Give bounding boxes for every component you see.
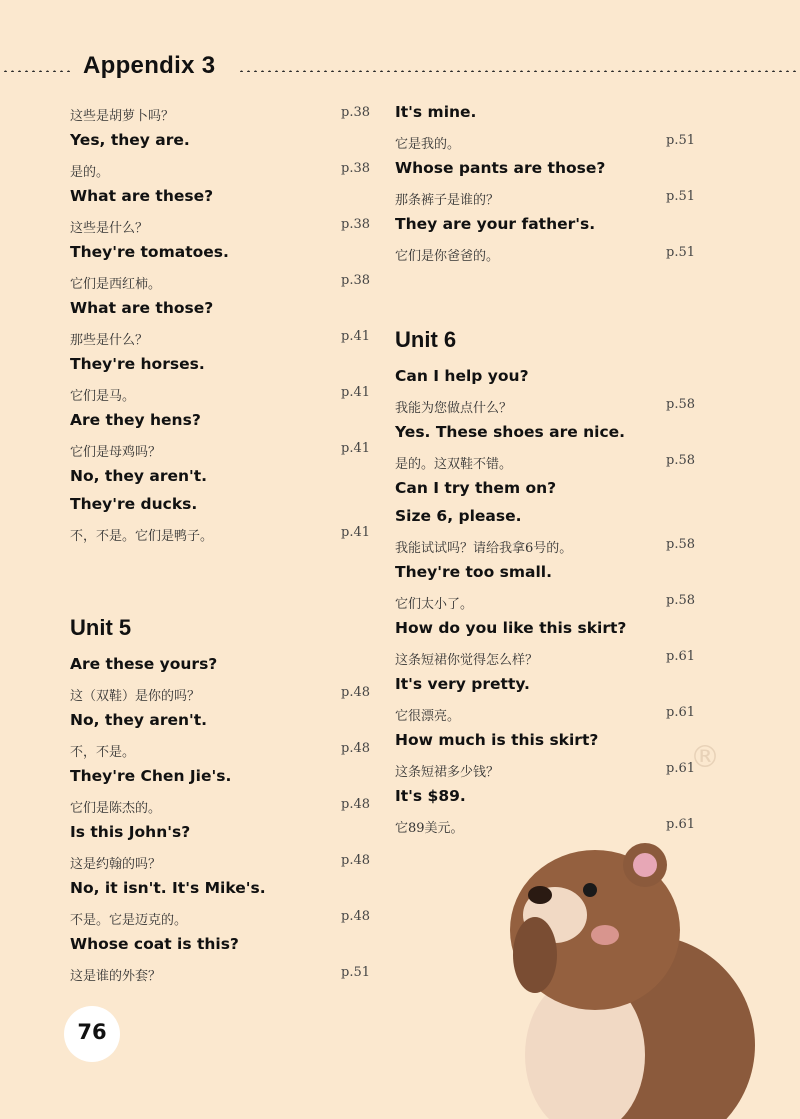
chinese-translation: 这是约翰的吗？ xyxy=(70,857,162,872)
bear-illustration xyxy=(495,835,795,1119)
english-sentence-row xyxy=(70,407,370,435)
english-sentence-row xyxy=(70,183,370,211)
page-reference: p.51 xyxy=(666,133,695,148)
english-sentence-row xyxy=(395,419,695,447)
dotted-rule-left xyxy=(2,70,72,72)
bear-paw xyxy=(513,917,557,993)
chinese-translation-row xyxy=(70,267,370,295)
page-number: 76 xyxy=(77,1020,107,1044)
chinese-translation-row xyxy=(395,183,695,211)
english-sentence: Whose coat is this? xyxy=(70,935,239,953)
chinese-translation: 是的。 xyxy=(70,165,110,180)
appendix-header xyxy=(0,52,800,88)
unit-5-title: Unit 5 xyxy=(70,615,132,640)
page-reference: p.38 xyxy=(341,105,370,120)
page-reference: p.41 xyxy=(341,385,370,400)
page-reference: p.51 xyxy=(666,245,695,260)
english-sentence-row xyxy=(395,211,695,239)
english-sentence-row xyxy=(395,727,695,755)
english-sentence: Yes. These shoes are nice. xyxy=(395,423,626,441)
chinese-translation: 它们太小了。 xyxy=(395,597,474,612)
chinese-translation-row xyxy=(395,755,695,783)
english-sentence: Is this John's? xyxy=(70,823,191,841)
chinese-translation-row xyxy=(70,735,370,763)
chinese-translation-row xyxy=(70,99,370,127)
english-sentence-row xyxy=(395,615,695,643)
english-sentence-row xyxy=(395,363,695,391)
right-continued-list xyxy=(395,99,695,267)
page-reference: p.58 xyxy=(666,537,695,552)
chinese-translation: 它们是马。 xyxy=(70,389,136,404)
english-sentence-row xyxy=(395,503,695,531)
page-reference: p.58 xyxy=(666,453,695,468)
page-reference: p.61 xyxy=(666,761,695,776)
page-reference: p.48 xyxy=(341,797,370,812)
english-sentence-row xyxy=(395,783,695,811)
page-reference: p.38 xyxy=(341,273,370,288)
english-sentence: Are these yours? xyxy=(70,655,218,673)
english-sentence: Can I help you? xyxy=(395,367,529,385)
unit-5-heading xyxy=(70,611,370,651)
english-sentence-row xyxy=(70,127,370,155)
chinese-translation: 是的。这双鞋不错。 xyxy=(395,457,513,472)
page-reference: p.41 xyxy=(341,329,370,344)
english-sentence: Are they hens? xyxy=(70,411,201,429)
english-sentence: Can I try them on? xyxy=(395,479,557,497)
chinese-translation: 不是。它是迈克的。 xyxy=(70,913,188,928)
english-sentence-row xyxy=(395,99,695,127)
unit-6-title: Unit 6 xyxy=(395,327,457,352)
english-sentence: No, they aren't. xyxy=(70,711,208,729)
english-sentence: What are those? xyxy=(70,299,214,317)
english-sentence-row xyxy=(70,351,370,379)
page-reference: p.48 xyxy=(341,741,370,756)
english-sentence-row xyxy=(70,763,370,791)
chinese-translation: 它们是你爸爸的。 xyxy=(395,249,500,264)
english-sentence-row xyxy=(70,239,370,267)
bear-nose xyxy=(528,886,552,904)
page-reference: p.48 xyxy=(341,685,370,700)
chinese-translation-row xyxy=(70,379,370,407)
chinese-translation-row xyxy=(70,435,370,463)
chinese-translation: 它是我的。 xyxy=(395,137,461,152)
page-reference: p.61 xyxy=(666,705,695,720)
chinese-translation-row xyxy=(70,211,370,239)
page-reference: p.38 xyxy=(341,161,370,176)
bear-cheek xyxy=(591,925,619,945)
chinese-translation-row xyxy=(70,519,370,547)
left-continued-list xyxy=(70,99,370,547)
page-reference: p.41 xyxy=(341,525,370,540)
dotted-rule-right xyxy=(238,70,798,72)
chinese-translation-row xyxy=(70,323,370,351)
english-sentence: No, they aren't. xyxy=(70,467,208,485)
chinese-translation: 这些是胡萝卜吗？ xyxy=(70,109,175,124)
bear-ear-inner xyxy=(633,853,657,877)
english-sentence-row xyxy=(70,875,370,903)
right-column xyxy=(395,99,695,839)
unit-6-heading xyxy=(395,323,695,363)
english-sentence-row xyxy=(395,155,695,183)
page-reference: p.41 xyxy=(341,441,370,456)
chinese-translation: 这条短裙你觉得怎么样？ xyxy=(395,653,539,668)
chinese-translation-row xyxy=(70,959,370,987)
chinese-translation: 那条裤子是谁的？ xyxy=(395,193,500,208)
english-sentence-row xyxy=(395,671,695,699)
page-reference: p.51 xyxy=(666,189,695,204)
english-sentence-row xyxy=(70,931,370,959)
chinese-translation-row xyxy=(70,847,370,875)
chinese-translation-row xyxy=(395,587,695,615)
english-sentence: It's mine. xyxy=(395,103,477,121)
english-sentence: How do you like this skirt? xyxy=(395,619,627,637)
chinese-translation: 它们是陈杰的。 xyxy=(70,801,162,816)
unit-6-list xyxy=(395,363,695,839)
page-reference: p.61 xyxy=(666,817,695,832)
english-sentence: It's very pretty. xyxy=(395,675,530,693)
english-sentence: It's $89. xyxy=(395,787,466,805)
chinese-translation-row xyxy=(395,531,695,559)
english-sentence: They're too small. xyxy=(395,563,552,581)
chinese-translation-row xyxy=(70,791,370,819)
chinese-translation: 不，不是。 xyxy=(70,745,136,760)
page-reference: p.58 xyxy=(666,593,695,608)
chinese-translation-row xyxy=(395,643,695,671)
chinese-translation: 它们是母鸡吗？ xyxy=(70,445,162,460)
english-sentence-row xyxy=(70,819,370,847)
chinese-translation: 它89美元。 xyxy=(395,821,464,836)
page-reference: p.48 xyxy=(341,853,370,868)
english-sentence-row xyxy=(70,295,370,323)
english-sentence: Yes, they are. xyxy=(70,131,190,149)
page-reference: p.61 xyxy=(666,649,695,664)
chinese-translation: 不，不是。它们是鸭子。 xyxy=(70,529,214,544)
chinese-translation-row xyxy=(70,903,370,931)
english-sentence: Whose pants are those? xyxy=(395,159,606,177)
chinese-translation: 这条短裙多少钱？ xyxy=(395,765,500,780)
left-column xyxy=(70,99,370,987)
english-sentence: What are these? xyxy=(70,187,214,205)
english-sentence: They're tomatoes. xyxy=(70,243,229,261)
chinese-translation: 我能为您做点什么？ xyxy=(395,401,513,416)
english-sentence: How much is this skirt? xyxy=(395,731,599,749)
chinese-translation: 我能试试吗？请给我拿6号的。 xyxy=(395,541,573,556)
chinese-translation-row xyxy=(70,679,370,707)
english-sentence: Size 6, please. xyxy=(395,507,522,525)
appendix-title: Appendix 3 xyxy=(83,52,216,79)
bear-eye xyxy=(583,883,597,897)
english-sentence-row xyxy=(70,491,370,519)
english-sentence-row xyxy=(395,475,695,503)
registered-watermark: ® xyxy=(690,740,720,775)
page-reference: p.48 xyxy=(341,909,370,924)
page-reference: p.58 xyxy=(666,397,695,412)
chinese-translation-row xyxy=(395,699,695,727)
chinese-translation-row xyxy=(395,447,695,475)
chinese-translation-row xyxy=(70,155,370,183)
chinese-translation-row xyxy=(395,127,695,155)
chinese-translation-row xyxy=(395,239,695,267)
english-sentence: They're ducks. xyxy=(70,495,198,513)
chinese-translation: 它们是西红柿。 xyxy=(70,277,162,292)
page-reference: p.51 xyxy=(341,965,370,980)
chinese-translation: 这（双鞋）是你的吗？ xyxy=(70,689,201,704)
unit-5-list xyxy=(70,651,370,987)
english-sentence-row xyxy=(70,463,370,491)
english-sentence-row xyxy=(70,651,370,679)
english-sentence-row xyxy=(395,559,695,587)
english-sentence-row xyxy=(70,707,370,735)
english-sentence: They're horses. xyxy=(70,355,205,373)
chinese-translation: 这些是什么？ xyxy=(70,221,149,236)
page-number-badge xyxy=(64,1006,120,1062)
chinese-translation-row xyxy=(395,391,695,419)
english-sentence: No, it isn't. It's Mike's. xyxy=(70,879,266,897)
english-sentence: They're Chen Jie's. xyxy=(70,767,232,785)
chinese-translation: 那些是什么？ xyxy=(70,333,149,348)
page-reference: p.38 xyxy=(341,217,370,232)
chinese-translation: 它很漂亮。 xyxy=(395,709,461,724)
chinese-translation: 这是谁的外套？ xyxy=(70,969,162,984)
english-sentence: They are your father's. xyxy=(395,215,596,233)
